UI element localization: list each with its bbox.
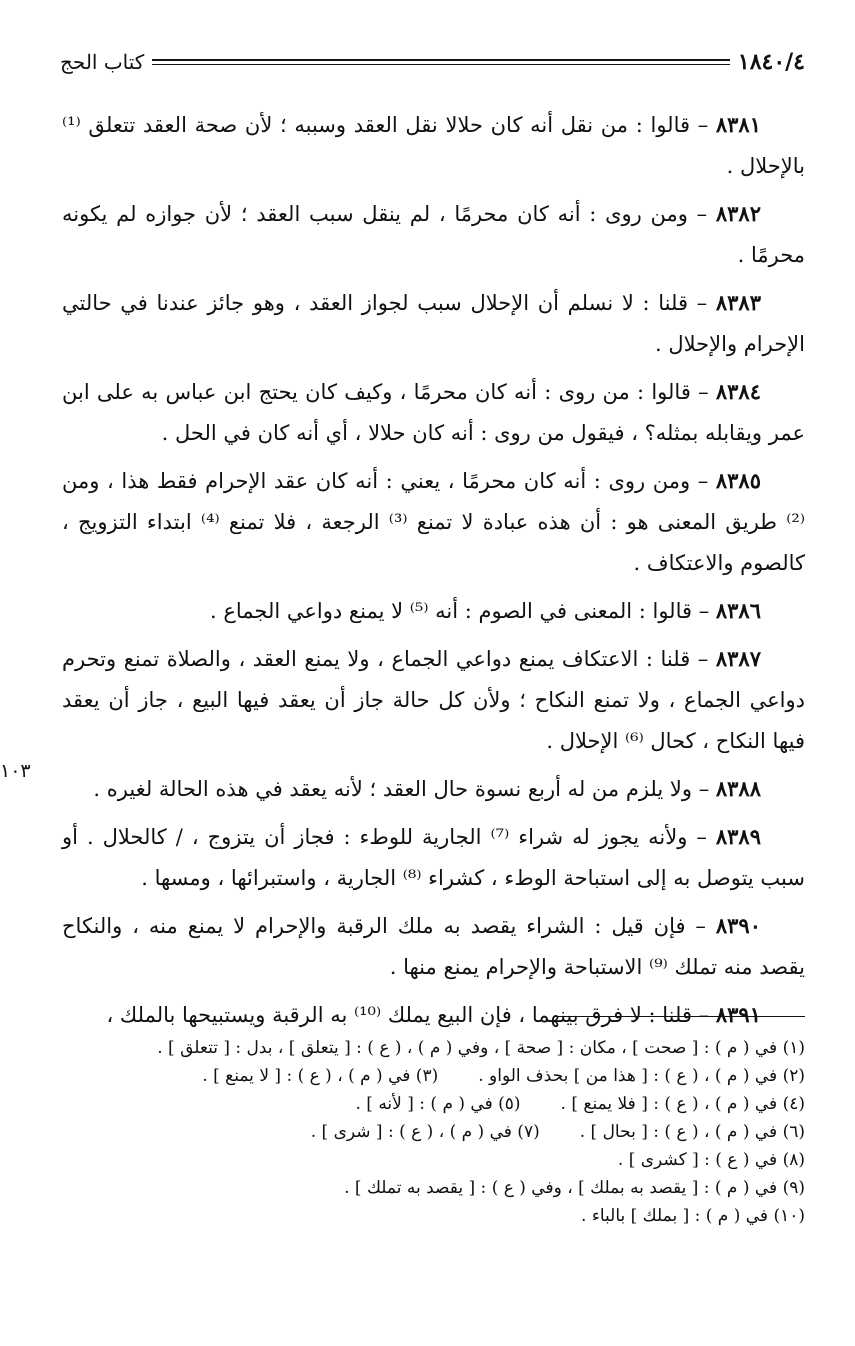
footnote: (٥) في ( م ) : [ لأنه ] . (355, 1094, 521, 1114)
paragraph-text: – ولا يلزم من له أربع نسوة حال العقد ؛ لأنه يعقد في هذه الحالة لغيره . (93, 777, 716, 801)
footnote-separator (555, 1016, 805, 1017)
paragraph (62, 282, 805, 365)
paragraph-number: ٨٣٨٢ (715, 201, 761, 226)
paragraph-text: – قلنا : لا نسلم أن الإحلال سبب لجواز العقد ، وهو جائز عندنا في حالتي الإحرام والإحلال . (62, 291, 805, 356)
paragraph (62, 460, 805, 584)
footnote-row (62, 1146, 805, 1174)
page-header (60, 44, 805, 80)
footnote-row (62, 1174, 805, 1202)
footnote-row (62, 1090, 805, 1118)
paragraph (62, 816, 805, 899)
paragraph (62, 371, 805, 454)
footnote-row (62, 1202, 805, 1230)
paragraph (62, 590, 805, 632)
paragraph-number: ٨٣٨٦ (715, 598, 761, 623)
paragraph-text: – قالوا : من روى : أنه كان محرمًا ، وكيف كان يحتج ابن عباس به على ابن عمر ويقابله بمثله؟ ، فيقول من روى : أنه كان حلالا ، أي أنه كان في الحل . (62, 380, 805, 445)
paragraph-number: ٨٣٨٧ (715, 646, 761, 671)
paragraph-text: – قلنا : الاعتكاف يمنع دواعي الجماع ، ولا يمنع العقد ، والصلاة تمنع وتحرم دواعي الجماع ، ولا تمنع النكاح ؛ ولأن كل حالة جاز أن يعقد فيها البيع ، جاز أن يعقد فيها النكاح ، كحال ⁽⁶⁾ الإحلال . (62, 647, 805, 753)
paragraph-number: ٨٣٨٥ (715, 468, 761, 493)
footnotes (62, 1034, 805, 1230)
paragraph (62, 768, 805, 810)
page-number: ١٨٤٠/٤ (737, 49, 805, 75)
footnote-row (62, 1062, 805, 1090)
footnote: (٧) في ( م ) ، ( ع ) : [ شرى ] . (310, 1122, 540, 1142)
paragraph-text: – قالوا : المعنى في الصوم : أنه ⁽⁵⁾ لا يمنع دواعي الجماع . (210, 599, 716, 623)
paragraph-text: – ومن روى : أنه كان محرمًا ، يعني : أنه كان عقد الإحرام فقط هذا ، ومن ⁽²⁾ طريق المعنى هو : أن هذه عبادة لا تمنع ⁽³⁾ الرجعة ، فلا تمنع ⁽⁴⁾ ابتداء التزويج ، كالصوم والاعتكاف . (62, 469, 805, 575)
paragraph-number: ٨٣٨٩ (715, 824, 761, 849)
footnote: (٦) في ( م ) ، ( ع ) : [ بحال ] . (579, 1122, 805, 1142)
paragraph-text: – ولأنه يجوز له شراء ⁽⁷⁾ الجارية للوطء : فجاز أن يتزوج ، / كالحلال . أو سبب يتوصل به إلى استباحة الوطء ، كشراء ⁽⁸⁾ الجارية ، واستبرائها ، ومسها . (62, 825, 805, 890)
paragraph (62, 994, 805, 1036)
footnote-row (62, 1118, 805, 1146)
paragraph (62, 638, 805, 762)
book-title: كتاب الحج (60, 50, 145, 74)
main-text (62, 104, 805, 1042)
footnote: (٨) في ( ع ) : [ كشرى ] . (617, 1150, 805, 1170)
paragraph-number: ٨٣٩٠ (715, 913, 761, 938)
paragraph-number: ٨٣٨٤ (715, 379, 761, 404)
footnote-row (62, 1034, 805, 1062)
footnote: (١٠) في ( م ) : [ بملك ] بالباء . (581, 1206, 805, 1226)
footnote: (٢) في ( م ) ، ( ع ) : [ هذا من ] بحذف الواو . (478, 1066, 805, 1086)
paragraph-number: ٨٣٨١ (715, 112, 761, 137)
margin-page-reference: ١٠٣ (0, 760, 31, 782)
footnote: (٣) في ( م ) ، ( ع ) : [ لا يمنع ] . (202, 1066, 439, 1086)
footnote: (٤) في ( م ) ، ( ع ) : [ فلا يمنع ] . (560, 1094, 805, 1114)
header-rule (152, 59, 730, 65)
paragraph-text: – ومن روى : أنه كان محرمًا ، لم ينقل سبب العقد ؛ لأن جوازه لم يكونه محرمًا . (62, 202, 805, 267)
paragraph-text: – فإن قيل : الشراء يقصد به ملك الرقبة والإحرام لا يمنع منه ، والنكاح يقصد منه تملك ⁽⁹⁾ الاستباحة والإحرام يمنع منها . (62, 914, 805, 979)
paragraph-number: ٨٣٨٣ (715, 290, 761, 315)
paragraph-number: ٨٣٨٨ (715, 776, 761, 801)
paragraph-text: – قلنا : لا فرق بينهما ، فإن البيع يملك ⁽¹⁰⁾ به الرقبة ويستبيحها بالملك ، (106, 1003, 716, 1027)
paragraph (62, 905, 805, 988)
paragraph (62, 193, 805, 276)
footnote: (٩) في ( م ) : [ يقصد به بملك ] ، وفي ( ع ) : [ يقصد به تملك ] . (344, 1178, 805, 1198)
paragraph-number: ٨٣٩١ (715, 1002, 761, 1027)
footnote: (١) في ( م ) : [ صحت ] ، مكان : [ صحة ] ، وفي ( م ) ، ( ع ) : [ يتعلق ] ، بدل : [ تتعلق ] . (157, 1038, 805, 1058)
paragraph-text: – قالوا : من نقل أنه كان حلالا نقل العقد وسببه ؛ لأن صحة العقد تتعلق ⁽¹⁾ بالإحلال . (62, 113, 805, 178)
paragraph (62, 104, 805, 187)
